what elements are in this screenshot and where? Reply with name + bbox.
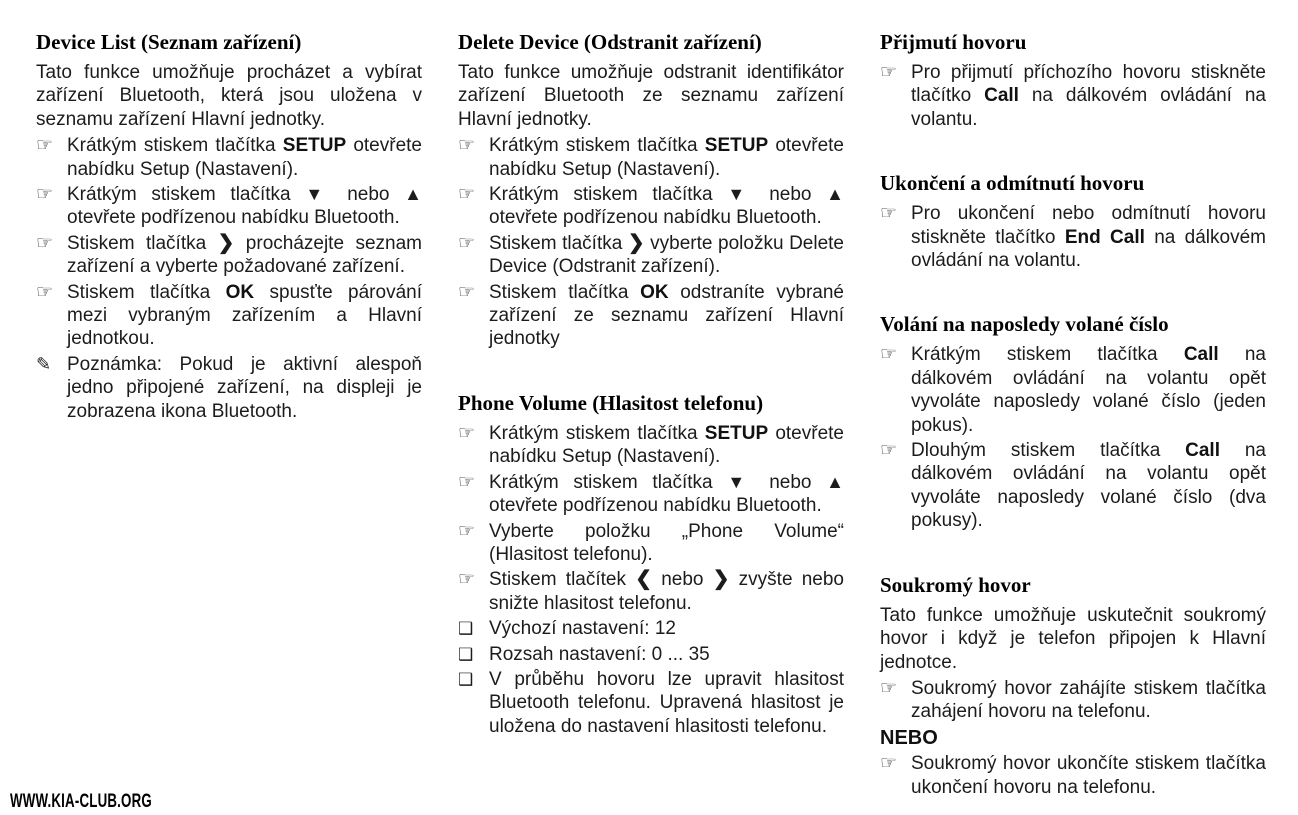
text-run: Stiskem tlačítek (489, 569, 636, 591)
bullet-item (458, 422, 844, 469)
text-run: Krátkým stiskem tlačítka (489, 135, 705, 157)
bullet-text (911, 677, 1266, 724)
text-run: Tato funkce umožňuje procházet a vybírat zařízení Bluetooth, která jsou uložena v seznamu zařízení Hlavní jednotky. (36, 62, 422, 130)
arrow-up-icon: ▲ (404, 184, 422, 205)
text-run: Krátkým stiskem tlačítka (67, 184, 306, 206)
bullet-text (489, 422, 844, 469)
text-run: spusťte párování mezi vybraným zařízením a Hlavní jednotkou. (67, 281, 422, 350)
bullet-item (880, 439, 1266, 533)
bullet-text (489, 232, 844, 279)
pointing-hand-icon: ☞ (880, 344, 898, 366)
chevron-right-icon: ❯ (627, 231, 645, 254)
chevron-left-icon: ❮ (635, 568, 652, 591)
bullet-item (880, 752, 1266, 799)
bullet-text (489, 568, 844, 615)
text-run: Stiskem tlačítka (489, 232, 628, 254)
pointing-hand-icon: ☞ (880, 753, 898, 775)
square-icon: ❑ (458, 644, 474, 664)
text-run: na dálkovém ovládání na volantu opět vyvoláte naposledy volané číslo (dva pokusy). (911, 440, 1266, 532)
text-run: Stiskem tlačítka (67, 232, 218, 254)
bullet-item (458, 183, 844, 230)
text-run: procházejte seznam zařízení a vyberte požadované zařízení. (67, 232, 422, 278)
button-name-text: OK (225, 281, 255, 303)
arrow-up-icon: ▲ (826, 184, 844, 205)
section-heading: Soukromý hovor (880, 572, 1031, 597)
pointing-hand-icon: ☞ (880, 440, 898, 462)
pointing-hand-icon: ☞ (458, 281, 476, 303)
arrow-up-icon: ▲ (826, 471, 844, 492)
text-run: otevřete podřízenou nabídku Bluetooth. (489, 207, 822, 229)
or-label: NEBO (880, 726, 938, 749)
bullet-text (489, 617, 844, 640)
text-run: otevřete nabídku Setup (Nastavení). (489, 135, 844, 180)
pointing-hand-icon: ☞ (458, 471, 476, 493)
text-run: Vyberte položku „Phone Volume“ (Hlasitost telefonu). (489, 520, 844, 565)
bullet-text (67, 353, 422, 423)
section-heading: Phone Volume (Hlasitost telefonu) (458, 390, 764, 415)
text-run: vyberte položku Delete Device (Odstranit zařízení). (489, 232, 844, 278)
text-run: nebo (754, 184, 827, 206)
bullet-text (67, 232, 422, 279)
pointing-hand-icon: ☞ (36, 281, 54, 303)
button-name-text: Call (1183, 344, 1219, 366)
text-run: Pro přijmutí příchozího hovoru stiskněte tlačítko (911, 62, 1266, 107)
bullet-item (880, 677, 1266, 724)
text-run: otevřete podřízenou nabídku Bluetooth. (489, 495, 822, 517)
arrow-down-icon: ▼ (305, 184, 333, 205)
text-run: nebo (332, 184, 405, 206)
column-3 (880, 30, 1266, 801)
pointing-hand-icon: ☞ (458, 232, 476, 254)
button-name-text: SETUP (282, 135, 347, 157)
bullet-item (880, 202, 1266, 272)
text-run: Krátkým stiskem tlačítka (911, 344, 1184, 366)
bullet-text (911, 752, 1266, 799)
text-run: Krátkým stiskem tlačítka (489, 184, 728, 206)
arrow-down-icon: ▼ (727, 471, 755, 492)
bullet-item (36, 134, 422, 181)
bullet-item (36, 281, 422, 351)
section-heading: Delete Device (Odstranit zařízení) (458, 30, 762, 54)
text-run: Tato funkce umožňuje odstranit identifikátor zařízení Bluetooth ze seznamu zařízení Hlavní jednotky. (458, 62, 844, 130)
text-run: Dlouhým stiskem tlačítka (911, 440, 1186, 462)
paragraph (458, 61, 844, 131)
bullet-text (911, 202, 1266, 272)
text-run: na dálkovém ovládání na volantu. (911, 85, 1266, 130)
button-name-text: SETUP (704, 135, 769, 157)
square-icon: ❑ (458, 669, 474, 689)
bullet-item (458, 232, 844, 279)
bullet-item (458, 134, 844, 181)
text-run: Soukromý hovor zahájíte stiskem tlačítka zahájení hovoru na telefonu. (911, 677, 1266, 723)
bullet-text (489, 520, 844, 567)
button-name-text: OK (640, 281, 669, 303)
text-run: Tato funkce umožňuje uskutečnit soukromý hovor i když je telefon připojen k Hlavní jednotce. (880, 604, 1266, 673)
bullet-text (911, 439, 1266, 533)
bullet-item (458, 520, 844, 567)
button-name-text: Call (984, 85, 1019, 107)
bullet-text (489, 183, 844, 230)
text-run: Poznámka: Pokud je aktivní alespoň jedno připojené zařízení, na displeji je zobrazena ikona Bluetooth. (67, 353, 422, 422)
bullet-item (36, 232, 422, 279)
bullet-text (489, 643, 844, 666)
paragraph (36, 61, 422, 131)
bullet-item (458, 471, 844, 518)
bullet-item (458, 568, 844, 615)
bullet-text (489, 471, 844, 518)
text-run: na dálkovém ovládání na volantu. (911, 226, 1266, 272)
section-heading: Přijmutí hovoru (880, 30, 1027, 54)
text-run: Rozsah nastavení: 0 ... 35 (489, 643, 710, 665)
bullet-item (880, 343, 1266, 437)
column-2 (458, 30, 844, 801)
paragraph (880, 604, 1266, 674)
text-run: Krátkým stiskem tlačítka (489, 422, 705, 444)
text-run: odstraníte vybrané zařízení ze seznamu zařízení Hlavní jednotky (489, 281, 844, 350)
arrow-down-icon: ▼ (727, 184, 755, 205)
bullet-text (489, 281, 844, 351)
text-run: Pro ukončení nebo odmítnutí hovoru stiskněte tlačítko (911, 203, 1266, 248)
bullet-text (67, 134, 422, 181)
bullet-text (67, 183, 422, 230)
text-run: otevřete podřízenou nabídku Bluetooth. (67, 207, 400, 229)
bullet-text (911, 61, 1266, 131)
bullet-item (458, 668, 844, 738)
text-run: Krátkým stiskem tlačítka (489, 471, 728, 493)
text-run: otevřete nabídku Setup (Nastavení). (67, 135, 422, 180)
text-run: Soukromý hovor ukončíte stiskem tlačítka ukončení hovoru na telefonu. (911, 753, 1266, 798)
bullet-text (67, 281, 422, 351)
bullet-text (489, 134, 844, 181)
text-run: nebo (754, 471, 827, 493)
text-run: na dálkovém ovládání na volantu opět vyvoláte naposledy volané číslo (jeden pokus). (911, 344, 1266, 436)
watermark: WWW.KIA-CLUB.ORG (10, 788, 152, 811)
text-run: V průběhu hovoru lze upravit hlasitost Bluetooth telefonu. Upravená hlasitost je uložena do nastavení hlasitosti telefonu. (489, 668, 844, 737)
bullet-item (880, 61, 1266, 131)
pointing-hand-icon: ☞ (880, 62, 898, 83)
button-name-text: Call (1185, 440, 1220, 462)
pointing-hand-icon: ☞ (36, 184, 54, 206)
bullet-item (36, 183, 422, 230)
text-run: nebo (651, 569, 713, 591)
bullet-text (489, 668, 844, 738)
pointing-hand-icon: ☞ (880, 677, 898, 699)
square-icon: ❑ (458, 619, 474, 639)
section-heading: Device List (Seznam zařízení) (36, 30, 302, 54)
chevron-right-icon: ❯ (712, 568, 730, 591)
pointing-hand-icon: ☞ (458, 184, 476, 206)
pointing-hand-icon: ☞ (458, 422, 476, 444)
bullet-item (458, 281, 844, 351)
text-run: otevřete nabídku Setup (Nastavení). (489, 422, 844, 468)
pointing-hand-icon: ☞ (458, 520, 476, 542)
text-run: Výchozí nastavení: 12 (489, 618, 676, 640)
pointing-hand-icon: ☞ (36, 232, 54, 254)
pencil-icon: ✎ (36, 353, 52, 374)
section-heading: Ukončení a odmítnutí hovoru (880, 171, 1145, 196)
pointing-hand-icon: ☞ (458, 135, 476, 157)
pointing-hand-icon: ☞ (880, 203, 898, 225)
bullet-text (911, 343, 1266, 437)
text-run: Krátkým stiskem tlačítka (67, 135, 283, 157)
bullet-item (36, 353, 422, 423)
text-run: Stiskem tlačítka (489, 281, 641, 303)
chevron-right-icon: ❯ (217, 231, 235, 254)
button-name-text: SETUP (704, 422, 769, 444)
bullet-item (458, 643, 844, 666)
text-run: zvyšte nebo snižte hlasitost telefonu. (489, 569, 845, 614)
pointing-hand-icon: ☞ (458, 569, 476, 591)
pointing-hand-icon: ☞ (36, 135, 54, 157)
bullet-item (458, 617, 844, 640)
column-1 (36, 30, 422, 801)
text-run: Stiskem tlačítka (67, 281, 226, 303)
button-name-text: End Call (1064, 226, 1145, 248)
section-heading: Volání na naposledy volané číslo (880, 312, 1169, 337)
